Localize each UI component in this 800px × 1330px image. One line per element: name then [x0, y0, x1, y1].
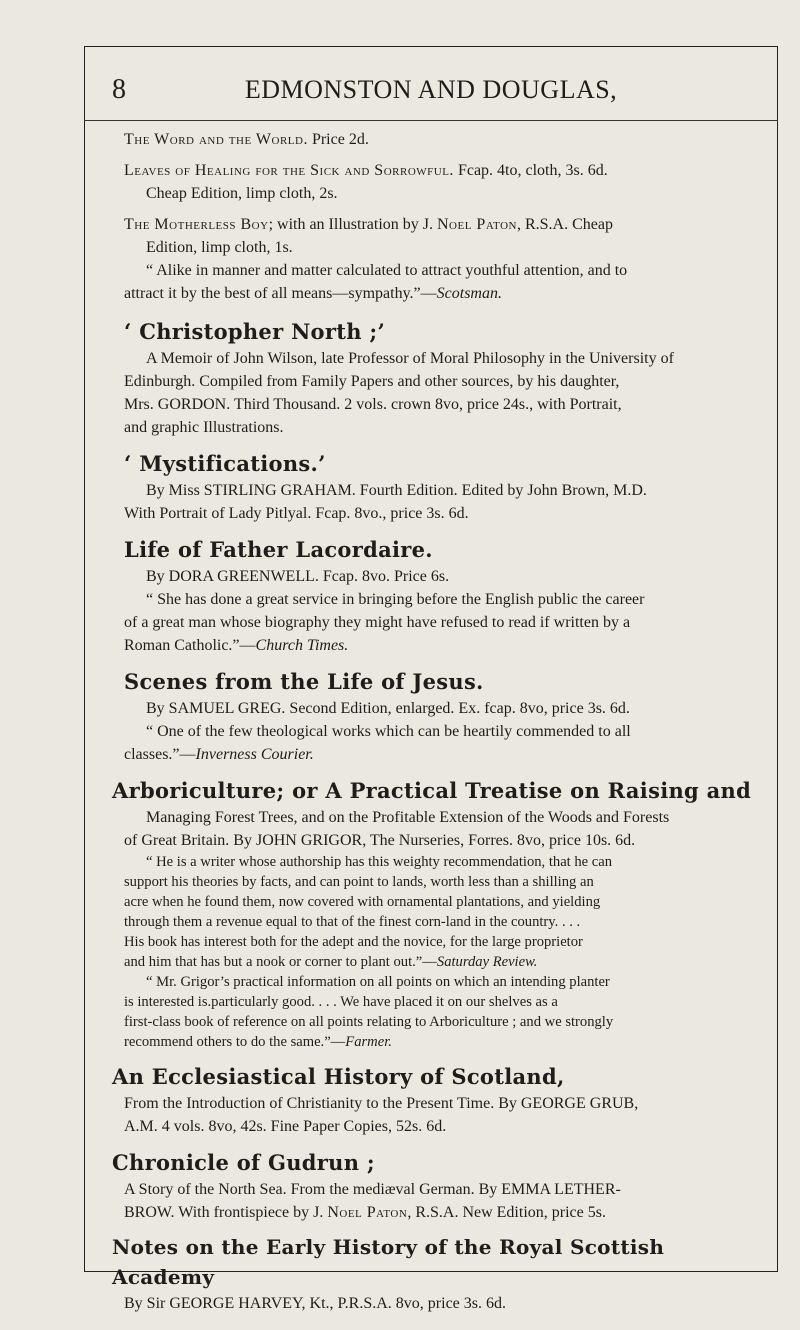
review-quote: “ He is a writer whose authorship has this weighty recommendation, that he can — [146, 854, 613, 870]
header-rule — [84, 120, 778, 121]
entry-line: Edinburgh. Compiled from Family Papers and other sources, by his daughter, — [124, 373, 620, 390]
entry-details: Price 2d. — [307, 131, 369, 148]
review-quote: Roman Catholic.”— — [124, 637, 256, 654]
entry-title: The Motherless Boy — [124, 216, 269, 233]
entry-line: Managing Forest Trees, and on the Profitable Extension of the Woods and Forests — [146, 809, 670, 826]
review-source: Church Times. — [255, 637, 349, 654]
entry-details: ; with an Illustration by J. — [268, 216, 437, 233]
entry-mystifications — [124, 449, 770, 525]
entry-christopher-north — [124, 317, 770, 439]
entry-details: Fcap. 4to, cloth, 3s. 6d. — [453, 162, 608, 179]
review-quote: through them a revenue equal to that of the finest corn-land in the country. . . . — [124, 914, 581, 930]
review-quote: His book has interest both for the adept and the novice, for the large proprietor — [124, 934, 583, 950]
catalogue-content — [112, 128, 770, 1315]
review-source: Scotsman. — [436, 285, 502, 302]
entry-leaves-of-healing — [124, 159, 770, 205]
entry-title: ‘ Mystifications.’ — [124, 451, 326, 476]
entry-details: , R.S.A. Cheap — [516, 216, 613, 233]
entry-title: Arboriculture; or A Practical Treatise on Raising and — [112, 778, 752, 803]
entry-line: By Miss STIRLING GRAHAM. Fourth Edition. Edited by John Brown, M.D. — [146, 482, 647, 499]
review-quote: “ Mr. Grigor’s practical information on all points on which an intending planter — [146, 974, 610, 990]
review-quote: “ One of the few theological works which can be heartily commended to all — [146, 723, 631, 740]
review-quote: “ Alike in manner and matter calculated to attract youthful attention, and to — [146, 262, 628, 279]
entry-ecclesiastical-history — [112, 1062, 770, 1138]
entry-title: ‘ Christopher North ;’ — [124, 319, 386, 344]
entry-scenes-life-of-jesus — [124, 667, 770, 766]
running-head: EDMONSTON AND DOUGLAS, — [244, 75, 618, 104]
review-source: Inverness Courier. — [195, 746, 314, 763]
review-quote: support his theories by facts, and can point to lands, worth less than a shilling an — [124, 874, 594, 890]
entry-line: By Sir GEORGE HARVEY, Kt., P.R.S.A. 8vo, price 3s. 6d. — [124, 1295, 506, 1312]
review-quote: acre when he found them, now covered with ornamental plantations, and yielding — [124, 894, 601, 910]
entry-line: , R.S.A. New Edition, price 5s. — [407, 1204, 606, 1221]
entry-line: Mrs. GORDON. Third Thousand. 2 vols. crown 8vo, price 24s., with Portrait, — [124, 396, 622, 413]
entry-line: By DORA GREENWELL. Fcap. 8vo. Price 6s. — [146, 568, 450, 585]
entry-line: By SAMUEL GREG. Second Edition, enlarged. Ex. fcap. 8vo, price 3s. 6d. — [146, 700, 630, 717]
entry-line: Cheap Edition, limp cloth, 2s. — [146, 185, 338, 202]
entry-line: With Portrait of Lady Pitlyal. Fcap. 8vo., price 3s. 6d. — [124, 505, 469, 522]
entry-line: From the Introduction of Christianity to the Present Time. By GEORGE GRUB, — [124, 1095, 639, 1112]
entry-title: Scenes from the Life of Jesus. — [124, 669, 484, 694]
entry-title: The Word and the World. — [124, 131, 308, 148]
entry-chronicle-of-gudrun — [112, 1148, 770, 1224]
entry-line: BROW. With frontispiece by J. — [124, 1204, 328, 1221]
review-source: Farmer. — [345, 1034, 392, 1050]
review-source: Saturday Review. — [436, 954, 538, 970]
entry-line: A.M. 4 vols. 8vo, 42s. Fine Paper Copies, 52s. 6d. — [124, 1118, 447, 1135]
entry-title: Chronicle of Gudrun ; — [112, 1150, 375, 1175]
review-quote: and him that has but a nook or corner to plant out.”— — [124, 954, 437, 970]
review-quote: “ She has done a great service in bringing before the English public the career — [146, 591, 645, 608]
entry-royal-scottish-academy — [112, 1232, 770, 1315]
entry-arboriculture — [112, 776, 770, 1052]
page-header — [84, 72, 778, 112]
entry-line: A Memoir of John Wilson, late Professor of Moral Philosophy in the University of — [146, 350, 674, 367]
entry-lacordaire — [124, 535, 770, 657]
entry-title: An Ecclesiastical History of Scotland, — [112, 1064, 565, 1089]
review-quote: recommend others to do the same.”— — [124, 1034, 346, 1050]
review-quote: first-class book of reference on all points relating to Arboriculture ; and we strongly — [124, 1014, 614, 1030]
review-quote: attract it by the best of all means—sympathy.”— — [124, 285, 437, 302]
entry-title: Notes on the Early History of the Royal Scottish Academy — [112, 1235, 665, 1289]
entry-title: Life of Father Lacordaire. — [124, 537, 433, 562]
entry-word-and-world — [124, 128, 770, 151]
illustrator-name: Noel Paton — [437, 216, 517, 233]
entry-motherless-boy — [124, 213, 770, 305]
entry-line: of Great Britain. By JOHN GRIGOR, The Nurseries, Forres. 8vo, price 10s. 6d. — [124, 832, 636, 849]
entry-title: Leaves of Healing for the Sick and Sorrowful. — [124, 162, 454, 179]
entry-line: A Story of the North Sea. From the mediæval German. By EMMA LETHER- — [124, 1181, 621, 1198]
entry-line: Edition, limp cloth, 1s. — [146, 239, 293, 256]
page-number: 8 — [112, 74, 126, 105]
review-quote: is interested is.particularly good. . . . We have placed it on our shelves as a — [124, 994, 558, 1010]
entry-line: and graphic Illustrations. — [124, 419, 284, 436]
review-quote: of a great man whose biography they might have refused to read if written by a — [124, 614, 631, 631]
illustrator-name: Noel Paton — [327, 1204, 408, 1221]
review-quote: classes.”— — [124, 746, 196, 763]
